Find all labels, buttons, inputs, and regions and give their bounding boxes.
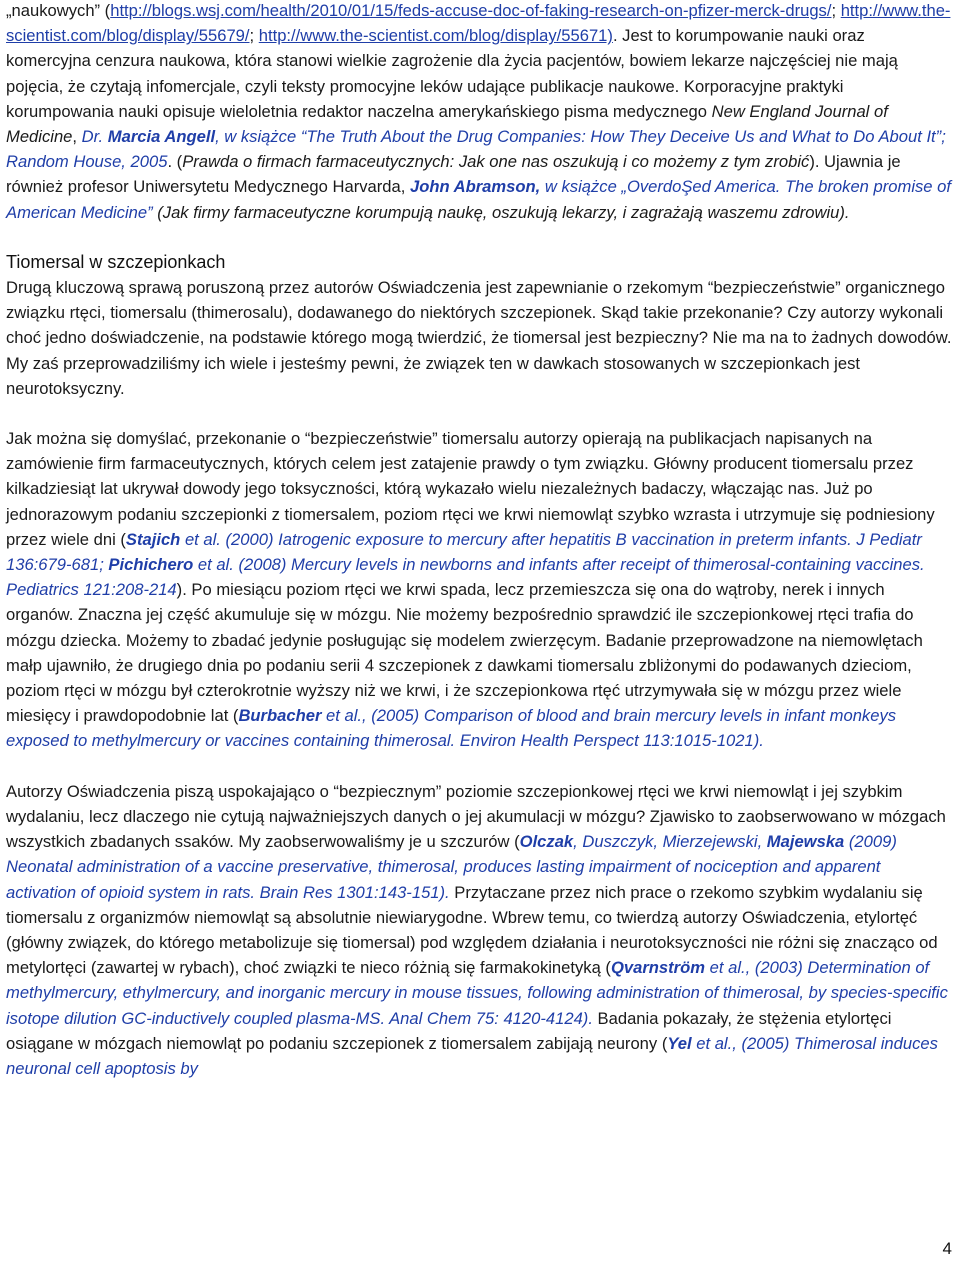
reference-abramson: John Abramson, w książce „OverdoŞed America. The broken promise of American Medicine” [6, 177, 951, 222]
link-scientist-55679[interactable]: http://www.the-scientist.com/blog/display/55679/ [6, 1, 951, 46]
reference-stajich: Stajich et al. (2000) Iatrogenic exposure to mercury after hepatitis B vaccination in preterm infants. J Pediatr 136:679-681; Pichichero et al. (2008) Mercury levels in newborns and infants after receipt of thimerosal-containing vaccines. Pediatrics 121:208-214 [6, 529, 925, 600]
reference-olczak: Olczak, Duszczyk, Mierzejewski, Majewska (2009) Neonatal administration of a vaccine preservative, thimerosal, produces lasting impairment of nociception and apparent activation of opioid system in rats. Brain Res 1301:143-151). [6, 832, 897, 902]
journal-title: New England Journal of Medicine [6, 101, 888, 147]
reference-yel: Yel et al., (2005) Thimerosal induces neuronal cell apoptosis by [6, 1033, 938, 1078]
reference-qvarnstrom: Qvarnström et al., (2003) Determination of methylmercury, ethylmercury, and inorganic mercury in mouse tissues, following administration of thimerosal, by species-specific isotope dilution GC-inductively coupled plasma-MS. Anal Chem 75: 4120-4124). [6, 958, 948, 1028]
paragraph-brain-accumulation: Autorzy Oświadczenia piszą uspokajająco o “bezpiecznym” poziomie szczepionkowej rtęci we krwi niemowląt i jej szybkim wydalaniu, lecz dlaczego nie cytują najważniejszych danych o jej akumulacji w mózgu? Zjawisko to zaobserwowano w mózgach wszystkich zbadanych ssaków. My zaobserwowaliśmy je u szczurów (Olczak, Duszczyk, Mierzejewski, Majewska (2009) Neonatal administration of a vaccine preservative, thimerosal, produces lasting impairment of nociception and apparent activation of opioid system in rats. Brain Res 1301:143-151). Przytaczane przez nich prace o rzekomo szybkim wydalaniu się tiomersalu z organizmów niemowląt są absolutnie niewiarygodne. Wbrew temu, co twierdzą autorzy Oświadczenia, etylortęć (główny związek, do którego metabolizuje się tiomersal) pod względem działania i neurotoksyczności nie różni się znacząco od metylortęci (zawartej w rybach), choć związki te nieco różnią się farmakokinetyką (Qvarnström et al., (2003) Determination of methylmercury, ethylmercury, and inorganic mercury in mouse tissues, following administration of thimerosal, by species-specific isotope dilution GC-inductively coupled plasma-MS. Anal Chem 75: 4120-4124). Badania pokazały, że stężenia etylortęci osiągane w mózgach niemowląt po podaniu szczepionek z tiomersalem zabijają neurony (Yel et al., (2005) Thimerosal induces neuronal cell apoptosis by [6, 781, 948, 1078]
paragraph-mercury-blood-brain: Jak można się domyślać, przekonanie o “bezpieczeństwie” tiomersalu autorzy opierają na publikacjach napisanych na zamówienie firm farmaceutycznych, których celem jest zatajenie prawdy o tym związku. Główny producent tiomersalu przez kilkadziesiąt lat ukrywał dowody jego toksyczności, którą wykazało wielu niezależnych badaczy, włączając nas. Już po jednorazowym podaniu szczepionki z tiomersalem, poziom rtęci we krwi niemowląt szybko wzrasta i utrzymuje się podniesiony przez wiele dni (Stajich et al. (2000) Iatrogenic exposure to mercury after hepatitis B vaccination in preterm infants. J Pediatr 136:679-681; Pichichero et al. (2008) Mercury levels in newborns and infants after receipt of thimerosal-containing vaccines. Pediatrics 121:208-214). Po miesiącu poziom rtęci we krwi spada, lecz przemieszcza się ona do wątroby, nerek i innych organów. Znaczna jej część akumuluje się w mózgu. Nie możemy bezpośrednio sprawdzić ile szczepionkowej rtęci trafia do mózgu dziecka. Możemy to zbadać jedynie posługując się modelem zwierzęcym. Badanie przeprowadzone na niemowlętach małp ujawniło, że drugiego dnia po podaniu serii 4 szczepionek z dawkami tiomersalu zbliżonymi do podawanych dzieciom, poziom rtęci w mózgu był czterokrotnie wyższy niż we krwi, i że szczepionkowa rtęć utrzymywała się w mózgu przez wiele miesięcy i prawdopodobnie lat (Burbacher et al., (2005) Comparison of blood and brain mercury levels in infant monkeys exposed to methylmercury or vaccines containing thimerosal. Environ Health Perspect 113:1015-1021). [6, 429, 935, 751]
paragraph-fraud-references: „naukowych” (http://blogs.wsj.com/health/2010/01/15/feds-accuse-doc-of-faking-research-on-pfizer-merck-drugs/; http://www.the-scientist.com/blog/display/55679/; http://www.the-scientist.com/blog/display/55671). Jest to korumpowanie nauki oraz komercyjna cenzura naukowa, która stanowi wielkie zagrożenie dla życia pacjentów, bowiem lekarze najczęściej nie mają pojęcia, że czytają infomercjale, czyli teksty promocyjne leków udające publikacje naukowe. Korporacyjne praktyki korumpowania nauki opisuje wieloletnia redaktor naczelna amerykańskiego pisma medycznego New England Journal of Medicine, Dr. Marcia Angell, w książce “The Truth About the Drug Companies: How They Deceive Us and What to Do About It”; Random House, 2005. (Prawda o firmach farmaceutycznych: Jak one nas oszukują i co możemy z tym zrobić). Ujawnia je również profesor Uniwersytetu Medycznego Harvarda, John Abramson, w książce „OverdoŞed America. The broken promise of American Medicine” (Jak firmy farmaceutyczne korumpują naukę, oszukują lekarzy, i zagrażają waszemu zdrowiu). [6, 1, 951, 222]
section-heading: Tiomersal w szczepionkach [6, 251, 226, 272]
link-scientist-55671[interactable]: http://www.the-scientist.com/blog/display/55671) [258, 26, 613, 46]
link-wsj-blog[interactable]: http://blogs.wsj.com/health/2010/01/15/feds-accuse-doc-of-faking-research-on-pfizer-merck-drugs/ [110, 1, 832, 20]
paragraph-thimerosal-safety: Drugą kluczową sprawą poruszoną przez autorów Oświadczenia jest zapewnianie o rzekomym “bezpieczeństwie” organicznego związku rtęci, tiomersalu (thimerosalu), dodawanego do niektórych szczepionek. Skąd takie przekonanie? Czy autorzy wykonali choć jedno doświadczenie, na podstawie którego mogą twierdzić, że tiomersal jest bezpieczny? Nie ma na to żadnych dowodów. My zaś przeprowadziliśmy ich wiele i jesteśmy pewni, że związek ten w dawkach stosowanych w szczepionkach jest neurotoksyczny. [6, 278, 952, 398]
document-page [6, 0, 952, 1081]
reference-burbacher: Burbacher et al., (2005) Comparison of blood and brain mercury levels in infant monkeys exposed to methylmercury or vaccines containing thimerosal. Environ Health Perspect 113:1015-1021). [6, 706, 897, 751]
page-number: 4 [942, 1239, 952, 1258]
reference-angell: Dr. Marcia Angell, w książce “The Truth About the Drug Companies: How They Deceive Us and What to Do About It”; Random House, 2005 [6, 127, 946, 172]
